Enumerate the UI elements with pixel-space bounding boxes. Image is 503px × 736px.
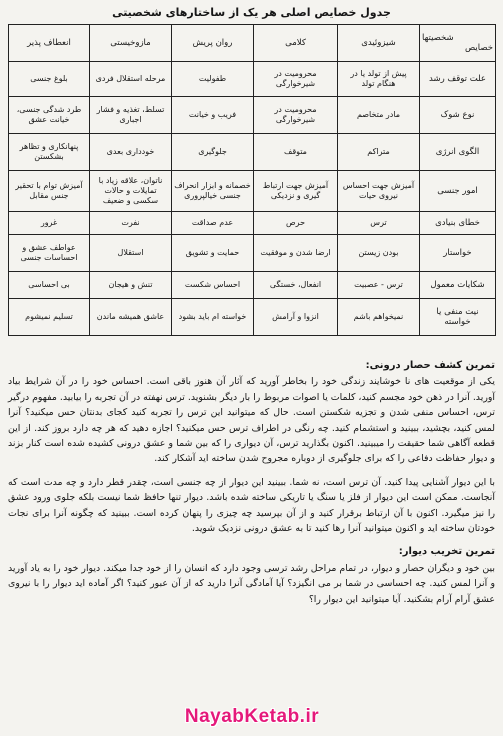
table-cell: عاشق همیشه ماندن — [90, 299, 172, 336]
table-cell: حمایت و تشویق — [172, 235, 254, 272]
table-cell: استقلال — [90, 235, 172, 272]
column-header: کلامی — [254, 25, 338, 62]
column-header: انعطاف پذیر — [9, 25, 90, 62]
table-cell: انزوا و آرامش — [254, 299, 338, 336]
table-cell: متراکم — [338, 134, 420, 171]
row-header: نیت منفی یا خواسته — [420, 299, 496, 336]
table-cell: بلوغ جنسی — [9, 62, 90, 97]
section-paragraph: با این دیوار آشنایی پیدا کنید. آن ترس است، نه شما. ببینید این دیوار از چه جنسی است، چقدر قطر دارد و چه مدت است که آنجاست. ممکن است این دیوار از فلز یا سنگ یا تاریکی ساخته شده باشد. دیوار تنها حافظ شما نیست بلکه جلوی ورود عشق را نیز میگیرد. اکنون با آن ارتباط برقرار کنید و از آن بپرسید چه چیزی را پنهان کرده است. ببینید که چگونه آنرا برای نجات خودتان ساخته اید و اکنون میتوانید آنرا رها کنید تا به عشق درونی نزدیک شوید. — [8, 476, 495, 535]
table-cell: مادر متخاصم — [338, 97, 420, 134]
table-row — [9, 272, 496, 299]
row-header: نوع شوک — [420, 97, 496, 134]
column-header: روان پریش — [172, 25, 254, 62]
section-heading: تمرین کشف حصار درونی: — [365, 360, 495, 371]
table-cell: غرور — [9, 212, 90, 235]
table-row — [9, 299, 496, 336]
page-title: جدول خصایص اصلی هر یک از ساختارهای شخصیتی — [112, 6, 391, 19]
table-cell: متوقف — [254, 134, 338, 171]
table-row — [9, 62, 496, 97]
row-header: خواستار — [420, 235, 496, 272]
table-cell: ارضا شدن و موفقیت — [254, 235, 338, 272]
table-cell: ترس — [338, 212, 420, 235]
section-heading: تمرین تخریب دیوار: — [398, 546, 495, 558]
site-watermark: NayabKetab.ir — [184, 706, 320, 727]
table-cell: عدم صداقت — [172, 212, 254, 235]
table-row — [9, 97, 496, 134]
table-cell: تسلط، تغذیه و فشار اجباری — [90, 97, 172, 134]
table-cell: احساس شکست — [172, 272, 254, 299]
table-cell: خصمانه و ابزار انحراف جنسی خیالپروری — [172, 171, 254, 212]
table-cell: عواطف عشق و احساسات جنسی — [9, 235, 90, 272]
section-paragraph: بین خود و دیگران حصار و دیوار، در تمام مراحل رشد ترسی وجود دارد که انسان را از خود جدا میکند. دیوار خود را به یاد آورید و آنرا لمس کنید. چه احساسی در شما بر می انگیزد؟ آیا آمادگی آنرا دارید که از آن عبور کنید؟ اگر آماده اید دیوار را با نیروی عشق آرام آرام بشکنید. آیا میتوانید این دیوار را؟ — [8, 562, 495, 605]
column-header: مازوخیستی — [90, 25, 172, 62]
table-cell: پیش از تولد یا در هنگام تولد — [338, 62, 420, 97]
table-cell: ترس - عصبیت — [338, 272, 420, 299]
table-cell: آمیزش جهت ارتباط گیری و نزدیکی — [254, 171, 338, 212]
table-cell: بی احساسی — [9, 272, 90, 299]
table-cell: محرومیت در شیرخوارگی — [254, 97, 338, 134]
table-cell: نمیخواهم باشم — [338, 299, 420, 336]
corner-label-types: شخصیتها — [422, 33, 454, 43]
table-row — [9, 235, 496, 272]
corner-label-traits: خصایص — [465, 43, 493, 53]
table-cell: بودن زیستن — [338, 235, 420, 272]
section-paragraph: یکی از موقعیت های نا خوشایند زندگی خود را بخاطر آورید که آثار آن هنوز باقی است. احساس خود را در آن شرایط بیاد آورید. آنرا در ذهن خود مجسم کنید، کلمات یا اصوات مربوط را بار دیگر بشنوید. ترس نهفته در آن تجربه را بیابید. مفهوم درگیر ترس، احساس منفی شدن و تجزیه شکستن است. حال که میتوانید این ترس را تجربه کنید کجای بدنتان حس میکنید؟ آنرا لمس کنید، بچشید، ببینید و استشمام کنید. چه رنگی در اطراف ترس حس میکنید؟ اجازه دهید که هر چه دارد بروز کند. از این قطعه آگاهی شما حقیقت را میبینید. اکنون بگذارید ترس، آن دیواری را که بین شما و عشق درونی کشیده شده است کنار بزند و دیوار حفاظت دفاعی را که برای جلوگیری از دوباره مجروح شدن ساخته اید آشکار کند. — [7, 376, 495, 465]
corner-cell — [420, 25, 496, 62]
table-row — [9, 134, 496, 171]
table-cell: آمیزش جهت احساس نیروی حیات — [338, 171, 420, 212]
table-cell: جلوگیری — [172, 134, 254, 171]
table-cell: تسلیم نمیشوم — [9, 299, 90, 336]
table-row — [9, 212, 496, 235]
table-cell: خواسته ام باید بشود — [172, 299, 254, 336]
row-header: علت توقف رشد — [420, 62, 496, 97]
table-cell: ناتوان، علاقه زیاد با تمایلات و حالات سکسی و ضعیف — [90, 171, 172, 212]
table-cell: حرص — [254, 212, 338, 235]
table-cell: طرد شدگی جنسی، خیانت عشق — [9, 97, 90, 134]
table-cell: تنش و هیجان — [90, 272, 172, 299]
column-header: شیزوئیدی — [338, 25, 420, 62]
row-header: خطای بنیادی — [420, 212, 496, 235]
table-row — [9, 171, 496, 212]
row-header: امور جنسی — [420, 171, 496, 212]
personality-traits-table — [8, 24, 496, 336]
table-cell: طفولیت — [172, 62, 254, 97]
table-cell: محرومیت در شیرخوارگی — [254, 62, 338, 97]
table-cell: انفعال، خستگی — [254, 272, 338, 299]
table-cell: فریب و خیانت — [172, 97, 254, 134]
table-cell: آمیزش توام با تحقیر جنس مقابل — [9, 171, 90, 212]
table-header-row — [9, 25, 496, 62]
table-cell: نفرت — [90, 212, 172, 235]
row-header: شکایات معمول — [420, 272, 496, 299]
exercise-notes — [8, 358, 495, 615]
table-cell: خودداری بعدی — [90, 134, 172, 171]
table-cell: پنهانکاری و تظاهر بشکستن — [9, 134, 90, 171]
row-header: الگوی انرژی — [420, 134, 496, 171]
table-cell: مرحله استقلال فردی — [90, 62, 172, 97]
